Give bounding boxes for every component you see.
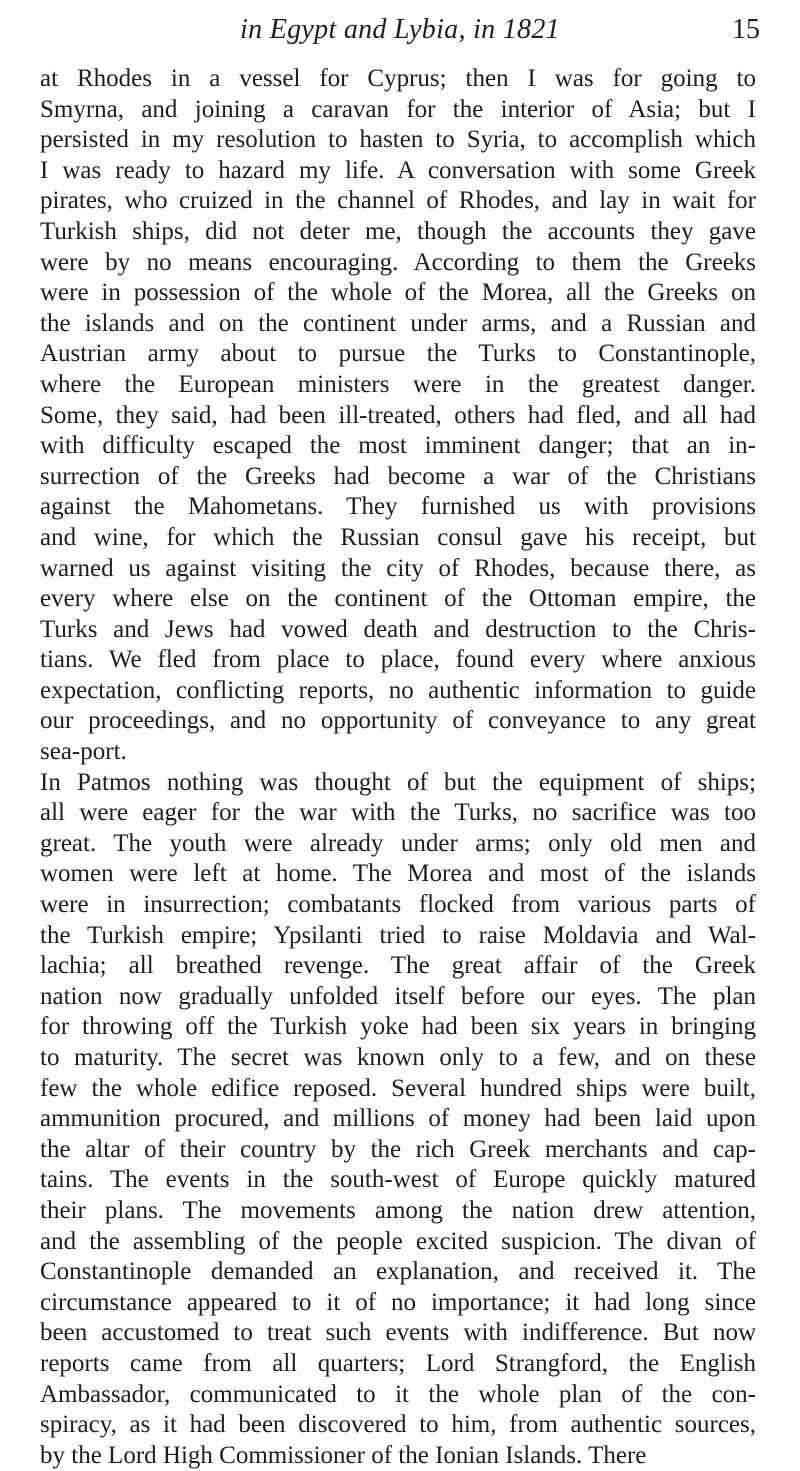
text-line: were in insurrection; combatants flocked from various parts of — [40, 891, 756, 919]
text-line: circumstance appeared to it of no importance; it had long since — [40, 1288, 756, 1316]
text-line: persisted in my resolution to hasten to Syria, to accomplish which — [40, 126, 756, 154]
text-line: their plans. The movements among the nation drew attention, — [40, 1196, 756, 1224]
text-line: Smyrna, and joining a caravan for the interior of Asia; but I — [40, 95, 756, 123]
text-line: Turkish ships, did not deter me, though the accounts they gave — [40, 217, 756, 245]
body-text — [40, 64, 756, 1471]
text-line: Constantinople demanded an explanation, and received it. The — [40, 1258, 756, 1286]
text-line: women were left at home. The Morea and most of the islands — [40, 860, 756, 888]
text-line: every where else on the continent of the Ottoman empire, the — [40, 585, 756, 613]
text-line: Turks and Jews had vowed death and destruction to the Chris- — [40, 615, 756, 643]
text-line: nation now gradually unfolded itself before our eyes. The plan — [40, 982, 756, 1010]
text-line: the Turkish empire; Ypsilanti tried to raise Moldavia and Wal- — [40, 921, 756, 949]
paragraph-1 — [40, 64, 756, 768]
running-title: in Egypt and Lybia, in 1821 — [240, 14, 560, 45]
text-line: all were eager for the war with the Turks, no sacrifice was too — [40, 799, 756, 827]
text-line: been accustomed to treat such events with indifference. But now — [40, 1319, 756, 1347]
text-line: where the European ministers were in the greatest danger. — [40, 370, 756, 398]
text-line: few the whole edifice reposed. Several hundred ships were built, — [40, 1074, 756, 1102]
page-number: 15 — [732, 14, 760, 45]
paragraph-2 — [40, 768, 756, 1471]
text-line: I was ready to hazard my life. A conversation with some Greek — [40, 156, 756, 184]
text-line: reports came from all quarters; Lord Strangford, the English — [40, 1349, 756, 1377]
text-line: tains. The events in the south-west of Europe quickly matured — [40, 1166, 756, 1194]
text-line: lachia; all breathed revenge. The great affair of the Greek — [40, 952, 756, 980]
running-head — [0, 14, 800, 54]
text-line: our proceedings, and no opportunity of conveyance to any great — [40, 707, 756, 735]
text-line: sea-port. — [40, 738, 127, 766]
text-line: by the Lord High Commissioner of the Ionian Islands. There — [40, 1441, 647, 1469]
text-line: with difficulty escaped the most imminent danger; that an in- — [40, 432, 756, 460]
text-line: at Rhodes in a vessel for Cyprus; then I was for going to — [40, 65, 756, 92]
text-line: were in possession of the whole of the Morea, all the Greeks on — [40, 279, 756, 307]
text-line: and wine, for which the Russian consul gave his receipt, but — [40, 523, 756, 551]
text-line: In Patmos nothing was thought of but the equipment of ships; — [40, 768, 756, 796]
text-line: Austrian army about to pursue the Turks to Constantinople, — [40, 340, 756, 368]
text-line: surrection of the Greeks had become a war of the Christians — [40, 462, 756, 490]
text-line: against the Mahometans. They furnished us with provisions — [40, 493, 756, 521]
text-line: the altar of their country by the rich Greek merchants and cap- — [40, 1135, 756, 1163]
text-line: the islands and on the continent under arms, and a Russian and — [40, 309, 756, 337]
text-line: and the assembling of the people excited suspicion. The divan of — [40, 1227, 756, 1255]
text-line: to maturity. The secret was known only to a few, and on these — [40, 1044, 756, 1071]
text-line: were by no means encouraging. According to them the Greeks — [40, 248, 756, 276]
text-line: tians. We fled from place to place, found every where anxious — [40, 646, 756, 674]
text-line: for throwing off the Turkish yoke had been six years in bringing — [40, 1013, 756, 1041]
text-line: spiracy, as it had been discovered to him, from authentic sources, — [40, 1411, 756, 1439]
text-line: warned us against visiting the city of Rhodes, because there, as — [40, 554, 756, 582]
text-line: Ambassador, communicated to it the whole plan of the con- — [40, 1380, 756, 1408]
text-line: Some, they said, had been ill-treated, others had fled, and all had — [40, 401, 756, 429]
text-line: expectation, conflicting reports, no authentic information to guide — [40, 676, 756, 704]
text-line: ammunition procured, and millions of money had been laid upon — [40, 1105, 756, 1133]
text-line: pirates, who cruized in the channel of Rhodes, and lay in wait for — [40, 187, 756, 215]
text-line: great. The youth were already under arms; only old men and — [40, 829, 756, 857]
